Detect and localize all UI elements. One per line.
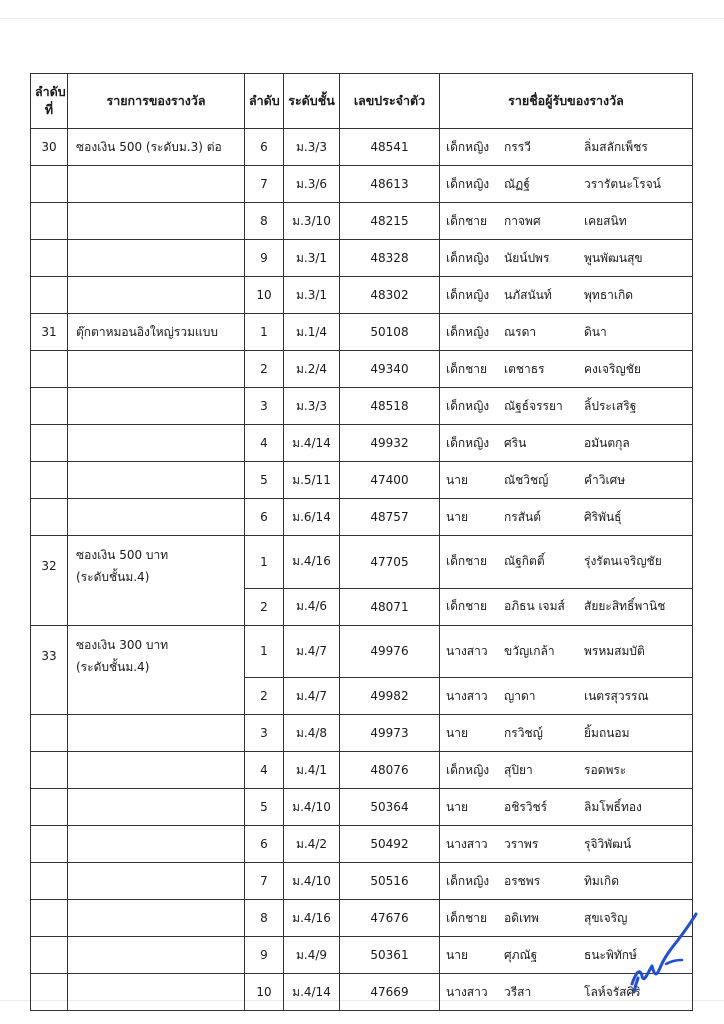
- cell-item: [68, 789, 245, 826]
- name-prefix: เด็กชาย: [446, 910, 488, 925]
- first-name: อดิเทพ: [504, 910, 539, 925]
- header-item: รายการของรางวัล: [68, 74, 245, 129]
- table-row: [31, 536, 693, 589]
- cell-no: 32: [31, 536, 68, 589]
- first-name: ณัฏฐ์: [504, 176, 530, 191]
- table-row: [31, 937, 693, 974]
- cell-recipient: [440, 351, 693, 388]
- cell-order: 6: [245, 129, 284, 166]
- cell-level: ม.6/14: [284, 499, 340, 536]
- cell-level: ม.3/6: [284, 166, 340, 203]
- cell-student-id: 48541: [340, 129, 440, 166]
- cell-item: [68, 277, 245, 314]
- name-prefix: เด็กชาย: [446, 361, 488, 376]
- cell-order: 6: [245, 826, 284, 863]
- first-name: กรสันต์: [504, 509, 542, 524]
- table-row: [31, 129, 693, 166]
- cell-level: ม.4/7: [284, 625, 340, 678]
- cell-student-id: 50364: [340, 789, 440, 826]
- cell-no: 33: [31, 625, 68, 678]
- cell-recipient: [440, 203, 693, 240]
- first-name: นภัสนันท์: [504, 287, 552, 302]
- table-row: [31, 203, 693, 240]
- cell-recipient: [440, 240, 693, 277]
- cell-no: [31, 900, 68, 937]
- cell-student-id: 47400: [340, 462, 440, 499]
- first-name: วราพร: [504, 836, 539, 851]
- cell-level: ม.4/16: [284, 536, 340, 589]
- table-row: [31, 974, 693, 1011]
- cell-no: [31, 789, 68, 826]
- cell-student-id: 47705: [340, 536, 440, 589]
- cell-level: ม.4/10: [284, 789, 340, 826]
- cell-order: 5: [245, 462, 284, 499]
- cell-level: ม.4/14: [284, 974, 340, 1011]
- cell-recipient: [440, 752, 693, 789]
- table-row: [31, 166, 693, 203]
- name-prefix: เด็กหญิง: [446, 435, 490, 450]
- cell-no: [31, 425, 68, 462]
- cell-student-id: 48302: [340, 277, 440, 314]
- table-row: [31, 388, 693, 425]
- last-name: พูนพัฒนสุข: [584, 250, 643, 265]
- cell-student-id: 48757: [340, 499, 440, 536]
- first-name: กาจพศ: [504, 213, 541, 228]
- first-name: กรวิชญ์: [504, 725, 543, 740]
- cell-item: [68, 900, 245, 937]
- cell-order: 3: [245, 388, 284, 425]
- cell-recipient: [440, 588, 693, 625]
- name-prefix: เด็กชาย: [446, 213, 488, 228]
- first-name: ญาดา: [504, 688, 536, 703]
- cell-no: [31, 499, 68, 536]
- name-prefix: นางสาว: [446, 688, 488, 703]
- cell-recipient: [440, 388, 693, 425]
- table-row: [31, 826, 693, 863]
- table-row: [31, 499, 693, 536]
- cell-student-id: 50108: [340, 314, 440, 351]
- name-prefix: เด็กหญิง: [446, 287, 490, 302]
- cell-no: [31, 203, 68, 240]
- cell-recipient: [440, 678, 693, 715]
- scan-artifact: [0, 18, 724, 19]
- cell-student-id: 49973: [340, 715, 440, 752]
- cell-order: 2: [245, 588, 284, 625]
- name-prefix: นางสาว: [446, 643, 488, 658]
- cell-level: ม.2/4: [284, 351, 340, 388]
- last-name: อมันตกุล: [584, 435, 630, 450]
- cell-student-id: 49976: [340, 625, 440, 678]
- cell-order: 6: [245, 499, 284, 536]
- cell-student-id: 48518: [340, 388, 440, 425]
- last-name: รุจิวิพัฒน์: [584, 836, 632, 851]
- cell-recipient: [440, 715, 693, 752]
- name-prefix: เด็กหญิง: [446, 250, 490, 265]
- last-name: ลิ่มสลักเพ็ชร: [584, 139, 648, 154]
- first-name: ณัฐธ์จรรยา: [504, 398, 563, 413]
- cell-item: [68, 588, 245, 625]
- table-row: [31, 900, 693, 937]
- last-name: เนตรสุวรรณ: [584, 688, 649, 703]
- cell-level: ม.4/6: [284, 588, 340, 625]
- cell-order: 8: [245, 900, 284, 937]
- table-row: [31, 277, 693, 314]
- name-prefix: นาย: [446, 509, 468, 524]
- name-prefix: เด็กหญิง: [446, 762, 490, 777]
- cell-order: 10: [245, 974, 284, 1011]
- cell-student-id: 49982: [340, 678, 440, 715]
- cell-no: [31, 678, 68, 715]
- cell-order: 3: [245, 715, 284, 752]
- cell-recipient: [440, 129, 693, 166]
- cell-recipient: [440, 314, 693, 351]
- first-name: ศุภณัฐ: [504, 947, 538, 962]
- cell-order: 8: [245, 203, 284, 240]
- name-prefix: เด็กหญิง: [446, 873, 490, 888]
- cell-no: [31, 974, 68, 1011]
- cell-level: ม.1/4: [284, 314, 340, 351]
- first-name: อภิธน เจมส์: [504, 599, 565, 613]
- cell-no: [31, 351, 68, 388]
- last-name: ทิมเกิด: [584, 873, 619, 888]
- first-name: วรีสา: [504, 984, 532, 999]
- item-line: (ระดับชั้นม.4): [76, 570, 150, 584]
- cell-student-id: 47669: [340, 974, 440, 1011]
- last-name: ดินา: [584, 324, 607, 339]
- cell-order: 9: [245, 937, 284, 974]
- name-prefix: นาย: [446, 947, 468, 962]
- last-name: รุ่งรัตนเจริญชัย: [584, 554, 662, 569]
- name-prefix: เด็กชาย: [446, 599, 488, 613]
- cell-student-id: 48076: [340, 752, 440, 789]
- cell-order: 4: [245, 425, 284, 462]
- cell-student-id: 47676: [340, 900, 440, 937]
- table-row: [31, 715, 693, 752]
- cell-order: 1: [245, 536, 284, 589]
- item-line: ตุ๊กตาหมอนอิงใหญ่รวมแบบ: [76, 324, 218, 339]
- cell-student-id: 48071: [340, 588, 440, 625]
- table-row: [31, 588, 693, 625]
- item-line: (ระดับชั้นม.4): [76, 659, 150, 674]
- cell-order: 7: [245, 166, 284, 203]
- cell-item: [68, 351, 245, 388]
- first-name: นัยน์ปพร: [504, 250, 550, 265]
- cell-recipient: [440, 789, 693, 826]
- last-name: ลิ้ประเสริฐ: [584, 398, 637, 413]
- cell-item: [68, 536, 245, 589]
- cell-item: [68, 715, 245, 752]
- table-row: [31, 678, 693, 715]
- item-line: ซองเงิน 500 บาท: [76, 548, 169, 562]
- cell-level: ม.4/16: [284, 900, 340, 937]
- cell-level: ม.3/1: [284, 277, 340, 314]
- table-row: [31, 240, 693, 277]
- cell-recipient: [440, 826, 693, 863]
- cell-no: 30: [31, 129, 68, 166]
- cell-level: ม.3/10: [284, 203, 340, 240]
- cell-order: 2: [245, 351, 284, 388]
- cell-no: [31, 240, 68, 277]
- cell-no: [31, 826, 68, 863]
- name-prefix: เด็กหญิง: [446, 176, 490, 191]
- cell-order: 5: [245, 789, 284, 826]
- table-row: [31, 425, 693, 462]
- cell-order: 2: [245, 678, 284, 715]
- header-level: ระดับชั้น: [284, 74, 340, 129]
- name-prefix: นาย: [446, 799, 468, 814]
- cell-no: [31, 752, 68, 789]
- cell-recipient: [440, 499, 693, 536]
- cell-level: ม.4/7: [284, 678, 340, 715]
- cell-recipient: [440, 462, 693, 499]
- table-row: [31, 314, 693, 351]
- cell-item: [68, 388, 245, 425]
- cell-item: [68, 678, 245, 715]
- cell-student-id: 49340: [340, 351, 440, 388]
- cell-student-id: 50516: [340, 863, 440, 900]
- name-prefix: นาย: [446, 725, 468, 740]
- first-name: อชิรวิชร์: [504, 799, 548, 814]
- name-prefix: นางสาว: [446, 836, 488, 851]
- cell-level: ม.4/10: [284, 863, 340, 900]
- cell-item: [68, 462, 245, 499]
- name-prefix: เด็กหญิง: [446, 324, 490, 339]
- header-name: รายชื่อผู้รับของรางวัล: [440, 74, 693, 129]
- cell-level: ม.3/3: [284, 129, 340, 166]
- last-name: โลห์จรัสศิริ: [584, 984, 641, 999]
- header-no: ลำดับที่: [31, 74, 68, 129]
- cell-recipient: [440, 166, 693, 203]
- cell-no: [31, 277, 68, 314]
- cell-item: [68, 937, 245, 974]
- table-row: [31, 752, 693, 789]
- first-name: ศริน: [504, 435, 527, 450]
- cell-level: ม.4/14: [284, 425, 340, 462]
- cell-order: 1: [245, 625, 284, 678]
- table-row: [31, 351, 693, 388]
- cell-student-id: 48215: [340, 203, 440, 240]
- cell-level: ม.4/9: [284, 937, 340, 974]
- table-header-row: [31, 74, 693, 129]
- cell-recipient: [440, 425, 693, 462]
- cell-order: 10: [245, 277, 284, 314]
- signature-mark: [626, 906, 706, 996]
- first-name: ขวัญเกล้า: [504, 643, 555, 658]
- last-name: รอดพระ: [584, 762, 627, 777]
- cell-no: [31, 863, 68, 900]
- first-name: ณรดา: [504, 324, 537, 339]
- cell-student-id: 50492: [340, 826, 440, 863]
- cell-no: [31, 588, 68, 625]
- first-name: กรรวี: [504, 139, 531, 154]
- last-name: ธนะพิทักษ์: [584, 947, 637, 962]
- cell-recipient: [440, 863, 693, 900]
- cell-item: [68, 166, 245, 203]
- cell-order: 7: [245, 863, 284, 900]
- cell-item: [68, 240, 245, 277]
- cell-order: 1: [245, 314, 284, 351]
- cell-no: [31, 388, 68, 425]
- cell-item: [68, 863, 245, 900]
- cell-recipient: [440, 536, 693, 589]
- cell-level: ม.5/11: [284, 462, 340, 499]
- item-line: ซองเงิน 300 บาท: [76, 637, 169, 652]
- cell-recipient: [440, 625, 693, 678]
- last-name: ยิ้มถนอม: [584, 725, 630, 740]
- cell-level: ม.4/1: [284, 752, 340, 789]
- last-name: คงเจริญชัย: [584, 361, 641, 376]
- first-name: ณัชวิชญ์: [504, 472, 549, 487]
- cell-order: 4: [245, 752, 284, 789]
- cell-order: 9: [245, 240, 284, 277]
- last-name: ลิมโพธิ์ทอง: [584, 799, 642, 814]
- cell-level: ม.3/1: [284, 240, 340, 277]
- name-prefix: นางสาว: [446, 984, 488, 999]
- cell-item: [68, 203, 245, 240]
- item-line: ซองเงิน 500 (ระดับม.3) ต่อ: [76, 139, 222, 154]
- first-name: เตชาธร: [504, 361, 545, 376]
- awards-table: [30, 73, 693, 1011]
- cell-student-id: 50361: [340, 937, 440, 974]
- last-name: สุขเจริญ: [584, 910, 628, 925]
- header-id: เลขประจำตัว: [340, 74, 440, 129]
- name-prefix: เด็กชาย: [446, 554, 488, 569]
- last-name: คำวิเศษ: [584, 472, 626, 487]
- cell-level: ม.3/3: [284, 388, 340, 425]
- cell-no: [31, 166, 68, 203]
- cell-item: [68, 974, 245, 1011]
- cell-no: [31, 715, 68, 752]
- cell-student-id: 48613: [340, 166, 440, 203]
- first-name: สุปิยา: [504, 762, 533, 777]
- cell-item: [68, 499, 245, 536]
- table-row: [31, 462, 693, 499]
- cell-item: [68, 129, 245, 166]
- cell-item: [68, 625, 245, 678]
- name-prefix: นาย: [446, 472, 468, 487]
- cell-level: ม.4/8: [284, 715, 340, 752]
- cell-level: ม.4/2: [284, 826, 340, 863]
- header-order: ลำดับ: [245, 74, 284, 129]
- last-name: พรหมสมบัติ: [584, 643, 645, 658]
- first-name: อรชพร: [504, 873, 541, 888]
- cell-no: 31: [31, 314, 68, 351]
- first-name: ณัฐกิตติ์: [504, 554, 545, 569]
- table-row: [31, 789, 693, 826]
- name-prefix: เด็กหญิง: [446, 398, 490, 413]
- cell-no: [31, 937, 68, 974]
- cell-student-id: 48328: [340, 240, 440, 277]
- table-row: [31, 625, 693, 678]
- cell-item: [68, 752, 245, 789]
- last-name: พุทธาเกิด: [584, 287, 634, 302]
- last-name: วรารัตนะโรจน์: [584, 176, 661, 191]
- name-prefix: เด็กหญิง: [446, 139, 490, 154]
- last-name: ศิริพันธุ์: [584, 509, 622, 524]
- cell-item: [68, 826, 245, 863]
- cell-no: [31, 462, 68, 499]
- cell-recipient: [440, 277, 693, 314]
- last-name: เคยสนิท: [584, 213, 627, 228]
- last-name: สัยยะสิทธิ์พานิช: [584, 599, 666, 613]
- table-row: [31, 863, 693, 900]
- cell-item: [68, 314, 245, 351]
- cell-item: [68, 425, 245, 462]
- cell-student-id: 49932: [340, 425, 440, 462]
